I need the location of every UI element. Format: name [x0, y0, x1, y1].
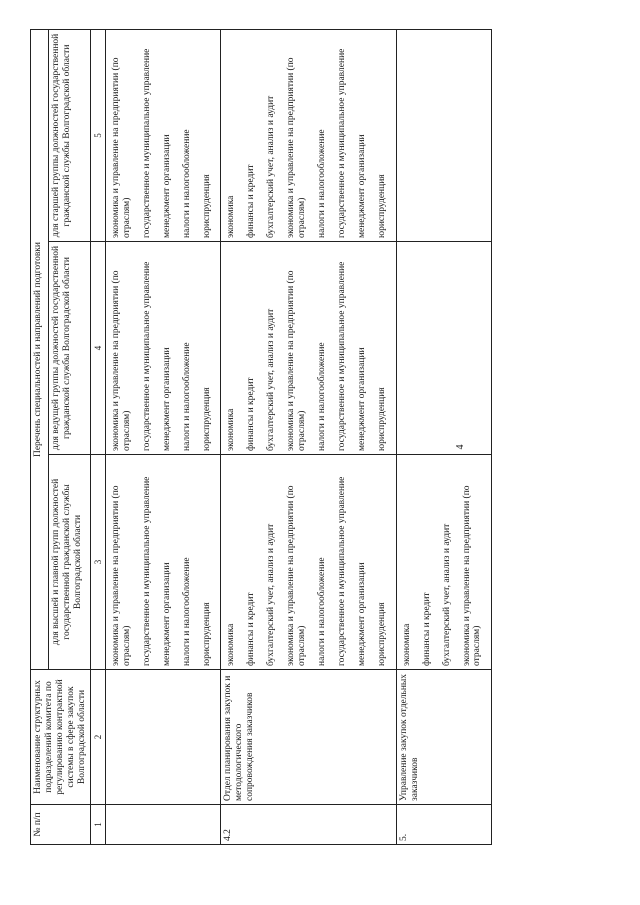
column-number: 3: [90, 455, 105, 670]
specialty-item: налоги и налогообложение: [181, 342, 192, 451]
specialties-table: [30, 29, 492, 845]
specialties-cell: [221, 242, 396, 455]
column-numbers-row: [90, 30, 105, 845]
specialty-item: юриспруденция: [376, 387, 387, 451]
division-name: Управление закупок отдельных заказчиков: [396, 670, 492, 805]
header-senior-groups: для высшей и главной групп должностей государственной гражданской службы Волгоградской области: [48, 455, 90, 670]
specialty-item: финансы и кредит: [246, 377, 257, 451]
specialty-item: юриспруденция: [376, 602, 387, 666]
specialty-item: юриспруденция: [201, 174, 212, 238]
row-number: [105, 805, 221, 845]
header-leading-group: для ведущей группы должностей государственной гражданской службы Волгоградской области: [48, 242, 90, 455]
specialty-item: менеджмент организации: [161, 562, 172, 666]
specialty-item: бухгалтерский учет, анализ и аудит: [266, 308, 277, 451]
specialty-item: экономика: [226, 408, 237, 451]
table-row: [221, 30, 396, 845]
header-older-group: для старшей группы должностей государственной гражданской службы Волгоградской области: [48, 30, 90, 242]
specialty-item: бухгалтерский учет, анализ и аудит: [441, 523, 452, 666]
specialty-item: экономика и управление на предприятии (по отраслям): [110, 57, 132, 238]
specialty-item: налоги и налогообложение: [181, 129, 192, 238]
specialty-item: менеджмент организации: [356, 134, 367, 238]
specialty-item: финансы и кредит: [246, 592, 257, 666]
specialty-item: менеджмент организации: [161, 134, 172, 238]
specialty-item: государственное и муниципальное управление: [337, 48, 348, 238]
specialty-item: экономика и управление на предприятии (по отраслям): [286, 270, 308, 451]
specialties-cell: [105, 455, 221, 670]
specialty-item: экономика и управление на предприятии (по отраслям): [110, 485, 132, 666]
specialty-item: финансы и кредит: [421, 592, 432, 666]
column-number: 2: [90, 670, 105, 805]
specialties-cell: [105, 30, 221, 242]
table-body: [105, 30, 491, 845]
specialty-item: экономика и управление на предприятии (по отраслям): [286, 57, 308, 238]
specialty-item: экономика и управление на предприятии (по отраслям): [286, 485, 308, 666]
specialty-item: налоги и налогообложение: [181, 557, 192, 666]
specialty-item: экономика и управление на предприятии (по отраслям): [461, 485, 483, 666]
specialty-item: бухгалтерский учет, анализ и аудит: [266, 523, 277, 666]
page-number: 4: [455, 444, 466, 450]
column-number: 5: [90, 30, 105, 242]
column-number: 1: [90, 805, 105, 845]
specialties-cell: [221, 30, 396, 242]
specialty-item: государственное и муниципальное управление: [141, 476, 152, 666]
specialties-cell: [396, 30, 492, 242]
specialty-item: юриспруденция: [201, 387, 212, 451]
specialty-item: экономика: [226, 623, 237, 666]
division-name: Отдел планирования закупок и методологического сопровождения заказчиков: [221, 670, 396, 805]
header-num: № п/п: [31, 805, 91, 845]
specialty-item: государственное и муниципальное управление: [141, 261, 152, 451]
row-number: 5.: [396, 805, 492, 845]
row-number: 4.2: [221, 805, 396, 845]
header-division-name: Наименование структурных подразделений комитета по регулированию контрактной системы в сфере закупок Волгоградской области: [31, 670, 91, 805]
specialties-cell: [396, 455, 492, 670]
table-row: [105, 30, 221, 845]
division-name: [105, 670, 221, 805]
header-specialties-group: Перечень специальностей и направлений подготовки: [31, 30, 49, 670]
specialty-item: налоги и налогообложение: [317, 342, 328, 451]
specialty-item: бухгалтерский учет, анализ и аудит: [266, 95, 277, 238]
specialties-cell: [105, 242, 221, 455]
specialty-item: юриспруденция: [376, 174, 387, 238]
specialty-item: экономика: [401, 623, 412, 666]
specialty-item: экономика и управление на предприятии (по отраслям): [110, 270, 132, 451]
specialties-cell: [221, 455, 396, 670]
specialty-item: экономика: [226, 195, 237, 238]
table-row: [396, 30, 492, 845]
specialty-item: государственное и муниципальное управление: [141, 48, 152, 238]
specialty-item: государственное и муниципальное управление: [337, 261, 348, 451]
specialty-item: государственное и муниципальное управление: [337, 476, 348, 666]
specialty-item: налоги и налогообложение: [317, 129, 328, 238]
specialties-cell: [396, 242, 492, 455]
specialty-item: менеджмент организации: [356, 562, 367, 666]
specialty-item: менеджмент организации: [356, 347, 367, 451]
specialty-item: финансы и кредит: [246, 164, 257, 238]
column-number: 4: [90, 242, 105, 455]
specialty-item: налоги и налогообложение: [317, 557, 328, 666]
specialty-item: менеджмент организации: [161, 347, 172, 451]
specialty-item: юриспруденция: [201, 602, 212, 666]
